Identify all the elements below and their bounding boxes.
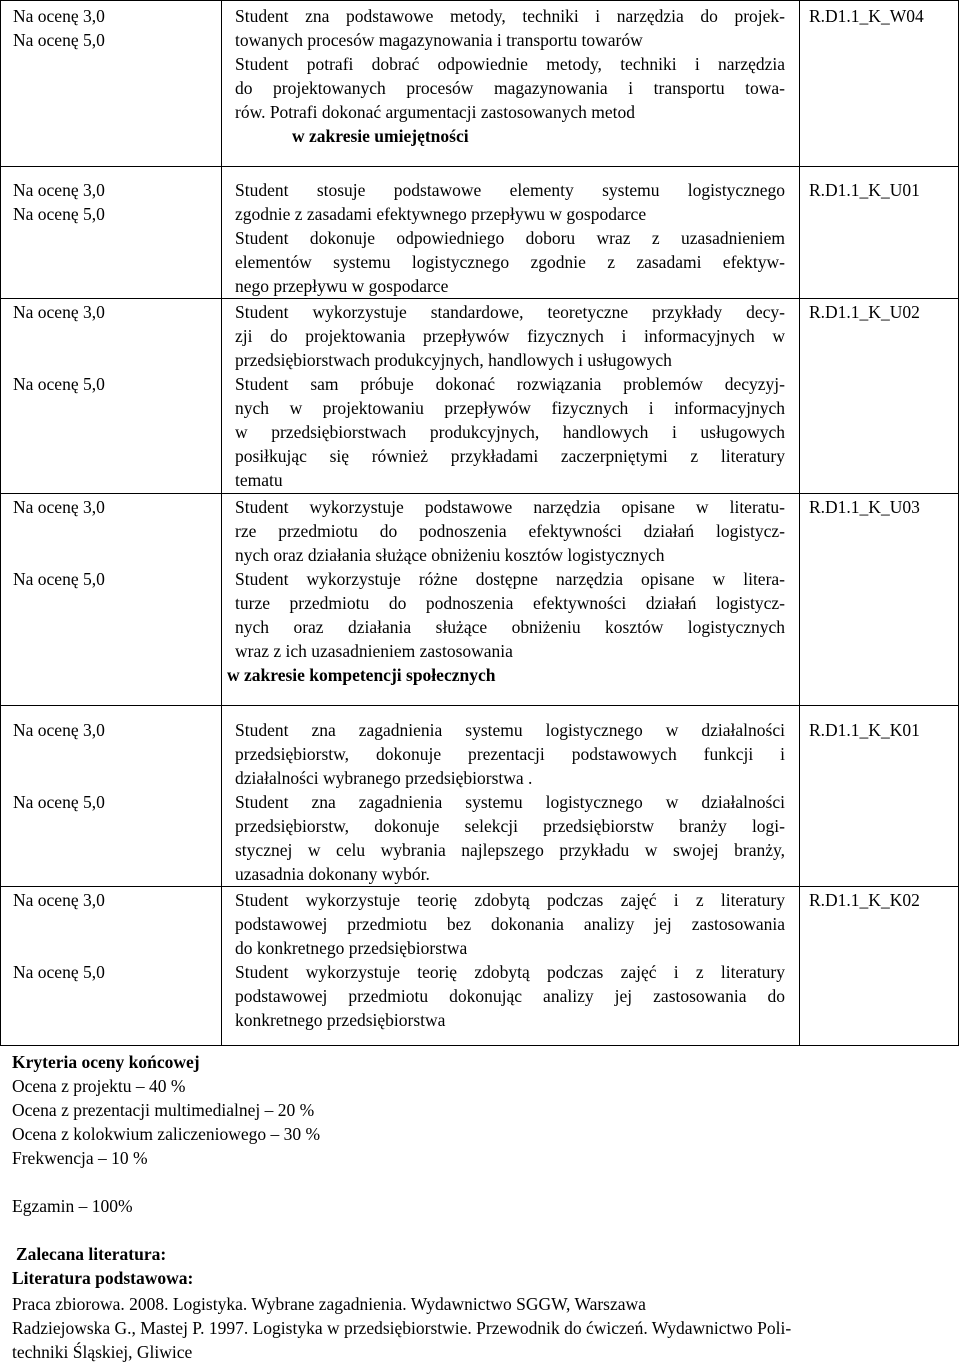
description-line: Student zna zagadnienia systemu logistycznego w działalności [235, 720, 785, 740]
description-line: do konkretnego przedsiębiorstwa [235, 938, 468, 958]
criteria-heading: Kryteria oceny końcowej [12, 1052, 200, 1072]
grade-label: Na ocenę 3,0 [13, 180, 105, 200]
description-line: Student stosuje podstawowe elementy systemu logistycznego [235, 180, 785, 200]
description-line: towanych procesów magazynowania i transportu towarów [235, 30, 643, 50]
description-cell [222, 706, 800, 887]
description-cell [222, 1, 800, 167]
description-line: przedsiębiorstw, dokonuje prezentacji podstawowych funkcji i [235, 744, 785, 764]
grade-label: Na ocenę 5,0 [13, 204, 105, 224]
criteria-item: Ocena z projektu – 40 % [12, 1076, 186, 1096]
description-line: Student wykorzystuje teorię zdobytą podczas zajęć i z literatury [235, 890, 785, 910]
grade-label: Na ocenę 5,0 [13, 569, 105, 589]
grade-label: Na ocenę 5,0 [13, 962, 105, 982]
exam-weight: Egzamin – 100% [12, 1196, 133, 1216]
criteria-item: Ocena z kolokwium zaliczeniowego – 30 % [12, 1124, 321, 1144]
description-line: stycznej w celu wybrania najlepszego przykładu w swojej branży, [235, 840, 785, 860]
outcome-code: R.D1.1_K_K01 [809, 720, 920, 740]
outcome-code: R.D1.1_K_U01 [809, 180, 920, 200]
description-line: nych w projektowaniu przepływów fizycznych i informacyjnych [235, 398, 785, 418]
description-line: uzasadnia dokonany wybór. [235, 864, 430, 884]
grade-label: Na ocenę 3,0 [13, 497, 105, 517]
description-line: przedsiębiorstw, dokonuje selekcji przedsiębiorstw branży logi- [235, 816, 785, 836]
description-line: tematu [235, 470, 283, 490]
table-row [1, 706, 959, 887]
table-row [1, 167, 959, 299]
description-line: przedsiębiorstwach produkcyjnych, handlowych i usługowych [235, 350, 672, 370]
description-line: Student dokonuje odpowiedniego doboru wraz z uzasadnieniem [235, 228, 785, 248]
recommended-literature-heading: Zalecana literatura: [16, 1244, 167, 1264]
description-line: podstawowej przedmiotu bez dokonania analizy jej zastosowania [235, 914, 785, 934]
table-row [1, 887, 959, 1046]
description-cell [222, 299, 800, 494]
outcome-code: R.D1.1_K_W04 [809, 6, 924, 26]
description-line: konkretnego przedsiębiorstwa [235, 1010, 446, 1030]
literature-entry: Radziejowska G., Mastej P. 1997. Logistyka w przedsiębiorstwie. Przewodnik do ćwiczeń. Wydawnictwo Poli- [12, 1318, 792, 1338]
literature-entry: Praca zbiorowa. 2008. Logistyka. Wybrane zagadnienia. Wydawnictwo SGGW, Warszawa [12, 1294, 646, 1314]
code-cell [800, 1, 959, 167]
description-line: Student wykorzystuje standardowe, teoretyczne przykłady decy- [235, 302, 785, 322]
description-line: rów. Potrafi dokonać argumentacji zastosowanych metod [235, 102, 635, 122]
section-heading-skills: w zakresie umiejętności [292, 126, 469, 146]
description-line: Student wykorzystuje podstawowe narzędzia opisane w literatu- [235, 497, 785, 517]
basic-literature-heading: Literatura podstawowa: [12, 1268, 194, 1288]
table-row [1, 1, 959, 167]
criteria-item: Ocena z prezentacji multimedialnej – 20 % [12, 1100, 315, 1120]
description-line: w przedsiębiorstwach produkcyjnych, handlowych i usługowych [235, 422, 785, 442]
grade-label: Na ocenę 5,0 [13, 30, 105, 50]
description-line: Student zna zagadnienia systemu logistycznego w działalności [235, 792, 785, 812]
description-cell [222, 167, 800, 299]
grade-label: Na ocenę 3,0 [13, 890, 105, 910]
description-line: podstawowej przedmiotu dokonując analizy jej zastosowania do [235, 986, 785, 1006]
table-row [1, 494, 959, 706]
grade-cell [1, 494, 222, 706]
grade-label: Na ocenę 3,0 [13, 6, 105, 26]
description-line: Student wykorzystuje teorię zdobytą podczas zajęć i z literatury [235, 962, 785, 982]
section-heading-social: w zakresie kompetencji społecznych [227, 665, 496, 685]
code-cell [800, 299, 959, 494]
outcome-code: R.D1.1_K_K02 [809, 890, 920, 910]
description-line: nych oraz działania służące obniżeniu kosztów logistycznych [235, 545, 665, 565]
outcome-code: R.D1.1_K_U02 [809, 302, 920, 322]
description-line: wraz z ich uzasadnieniem zastosowania [235, 641, 513, 661]
description-line: turze przedmiotu do podnoszenia efektywności działań logistycz- [235, 593, 785, 613]
code-cell [800, 887, 959, 1046]
code-cell [800, 167, 959, 299]
grade-cell [1, 887, 222, 1046]
outcome-code: R.D1.1_K_U03 [809, 497, 920, 517]
grade-cell [1, 706, 222, 887]
description-line: posiłkując się również przykładami zaczerpniętymi z literatury [235, 446, 785, 466]
grade-label: Na ocenę 5,0 [13, 792, 105, 812]
description-line: działalności wybranego przedsiębiorstwa . [235, 768, 533, 788]
description-line: rze przedmiotu do podnoszenia efektywności działań logistycz- [235, 521, 785, 541]
literature-entry: techniki Śląskiej, Gliwice [12, 1342, 193, 1362]
grade-label: Na ocenę 3,0 [13, 720, 105, 740]
code-cell [800, 706, 959, 887]
description-line: Student sam próbuje dokonać rozwiązania problemów decyzyj- [235, 374, 785, 394]
description-cell [222, 887, 800, 1046]
description-line: elementów systemu logistycznego zgodnie z zasadami efektyw- [235, 252, 785, 272]
description-line: do projektowanych procesów magazynowania i transportu towa- [235, 78, 785, 98]
table-row [1, 299, 959, 494]
description-line: zgodnie z zasadami efektywnego przepływu w gospodarce [235, 204, 647, 224]
description-line: nego przepływu w gospodarce [235, 276, 449, 296]
description-line: Student zna podstawowe metody, techniki i narzędzia do projek- [235, 6, 785, 26]
grade-label: Na ocenę 5,0 [13, 374, 105, 394]
description-cell [222, 494, 800, 706]
grade-cell [1, 299, 222, 494]
description-line: zji do projektowania przepływów fizycznych i informacyjnych w [235, 326, 785, 346]
description-line: nych oraz działania służące obniżeniu kosztów logistycznych [235, 617, 785, 637]
description-line: Student potrafi dobrać odpowiednie metody, techniki i narzędzia [235, 54, 785, 74]
criteria-item: Frekwencja – 10 % [12, 1148, 148, 1168]
grade-cell [1, 167, 222, 299]
description-line: Student wykorzystuje różne dostępne narzędzia opisane w litera- [235, 569, 785, 589]
grade-cell [1, 1, 222, 167]
grade-label: Na ocenę 3,0 [13, 302, 105, 322]
code-cell [800, 494, 959, 706]
